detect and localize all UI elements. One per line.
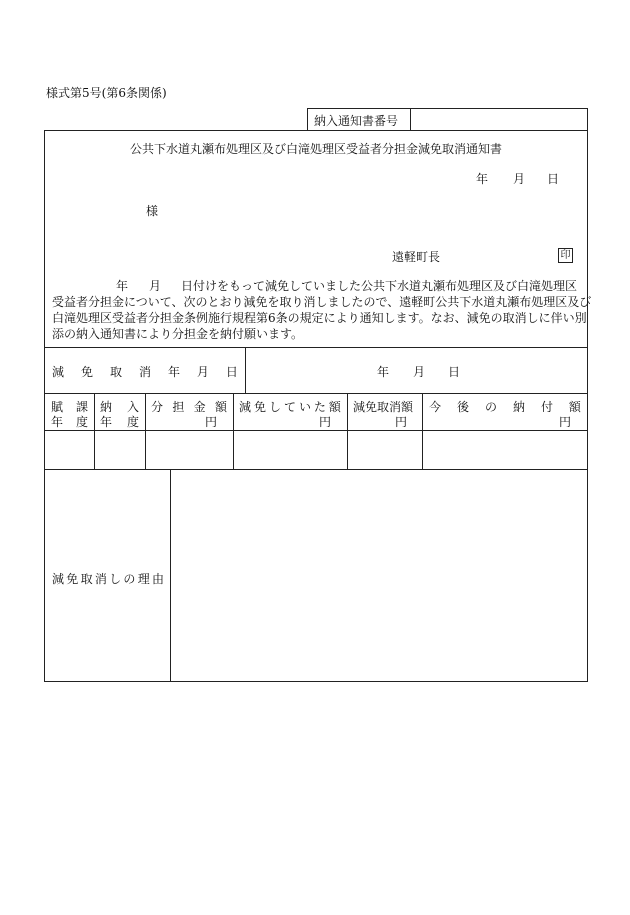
cancel-date-day: 日 [448,365,461,379]
header-fiscal-year-bottom: 年 度 [51,415,88,429]
header-future-payment: 今 後 の 納 付 額 [429,400,581,414]
header-payment-year-bottom: 年 度 [100,415,139,429]
cell-reduced-amount[interactable] [236,433,345,467]
header-reduced-amount: 減 免 し て い た 額 [239,400,341,414]
header-cancelled-yen: 円 [395,415,408,429]
notice-number-field[interactable] [416,112,582,127]
body-month: 月 [149,279,162,293]
reason-label: 減 免 取 消 し の 理 由 [52,572,164,586]
body-line-2: 受益者分担金について、次のとおり減免を取り消しましたので、遠軽町公共下水道丸瀬布処理区及び [52,295,592,309]
body-line-3: 白滝処理区受益者分担金条例施行規程第6条の規定により通知します。なお、減免の取消しに伴い別 [52,311,587,325]
header-amount-yen: 円 [205,415,218,429]
header-cancelled-amount: 減免取消額 [353,400,414,414]
header-amount: 分 担 金 額 [151,400,227,414]
seal-mark: 印 [558,248,573,263]
cell-fiscal-year[interactable] [46,433,92,467]
date-year: 年 [476,172,489,186]
date-month: 月 [513,172,526,186]
header-payment-year-top: 納 入 [100,400,139,414]
body-line-1: 日付けをもって減免していました公共下水道丸瀬布処理区及び白滝処理区 [181,279,578,293]
cell-payment-year[interactable] [97,433,143,467]
reason-field[interactable] [176,476,581,674]
form-id: 様式第5号(第6条関係) [46,86,167,100]
cell-future-payment[interactable] [425,433,585,467]
cancel-date-label: 減 免 取 消 年 月 日 [52,365,238,379]
cell-cancelled-amount[interactable] [350,433,420,467]
body-line-4: 添の納入通知書により分担金を納付願います。 [52,327,304,341]
header-reduced-yen: 円 [319,415,332,429]
notice-number-label: 納入通知書番号 [314,114,399,128]
header-future-yen: 円 [559,415,572,429]
document-title: 公共下水道丸瀬布処理区及び白滝処理区受益者分担金減免取消通知書 [129,142,502,156]
cancel-date-year: 年 [377,365,390,379]
issuer: 遠軽町長 [392,250,441,264]
header-fiscal-year-top: 賦 課 [51,400,88,414]
cell-amount[interactable] [148,433,231,467]
date-day: 日 [547,172,560,186]
cancel-date-month: 月 [413,365,426,379]
addressee-suffix: 様 [146,204,159,218]
body-year: 年 [116,279,129,293]
